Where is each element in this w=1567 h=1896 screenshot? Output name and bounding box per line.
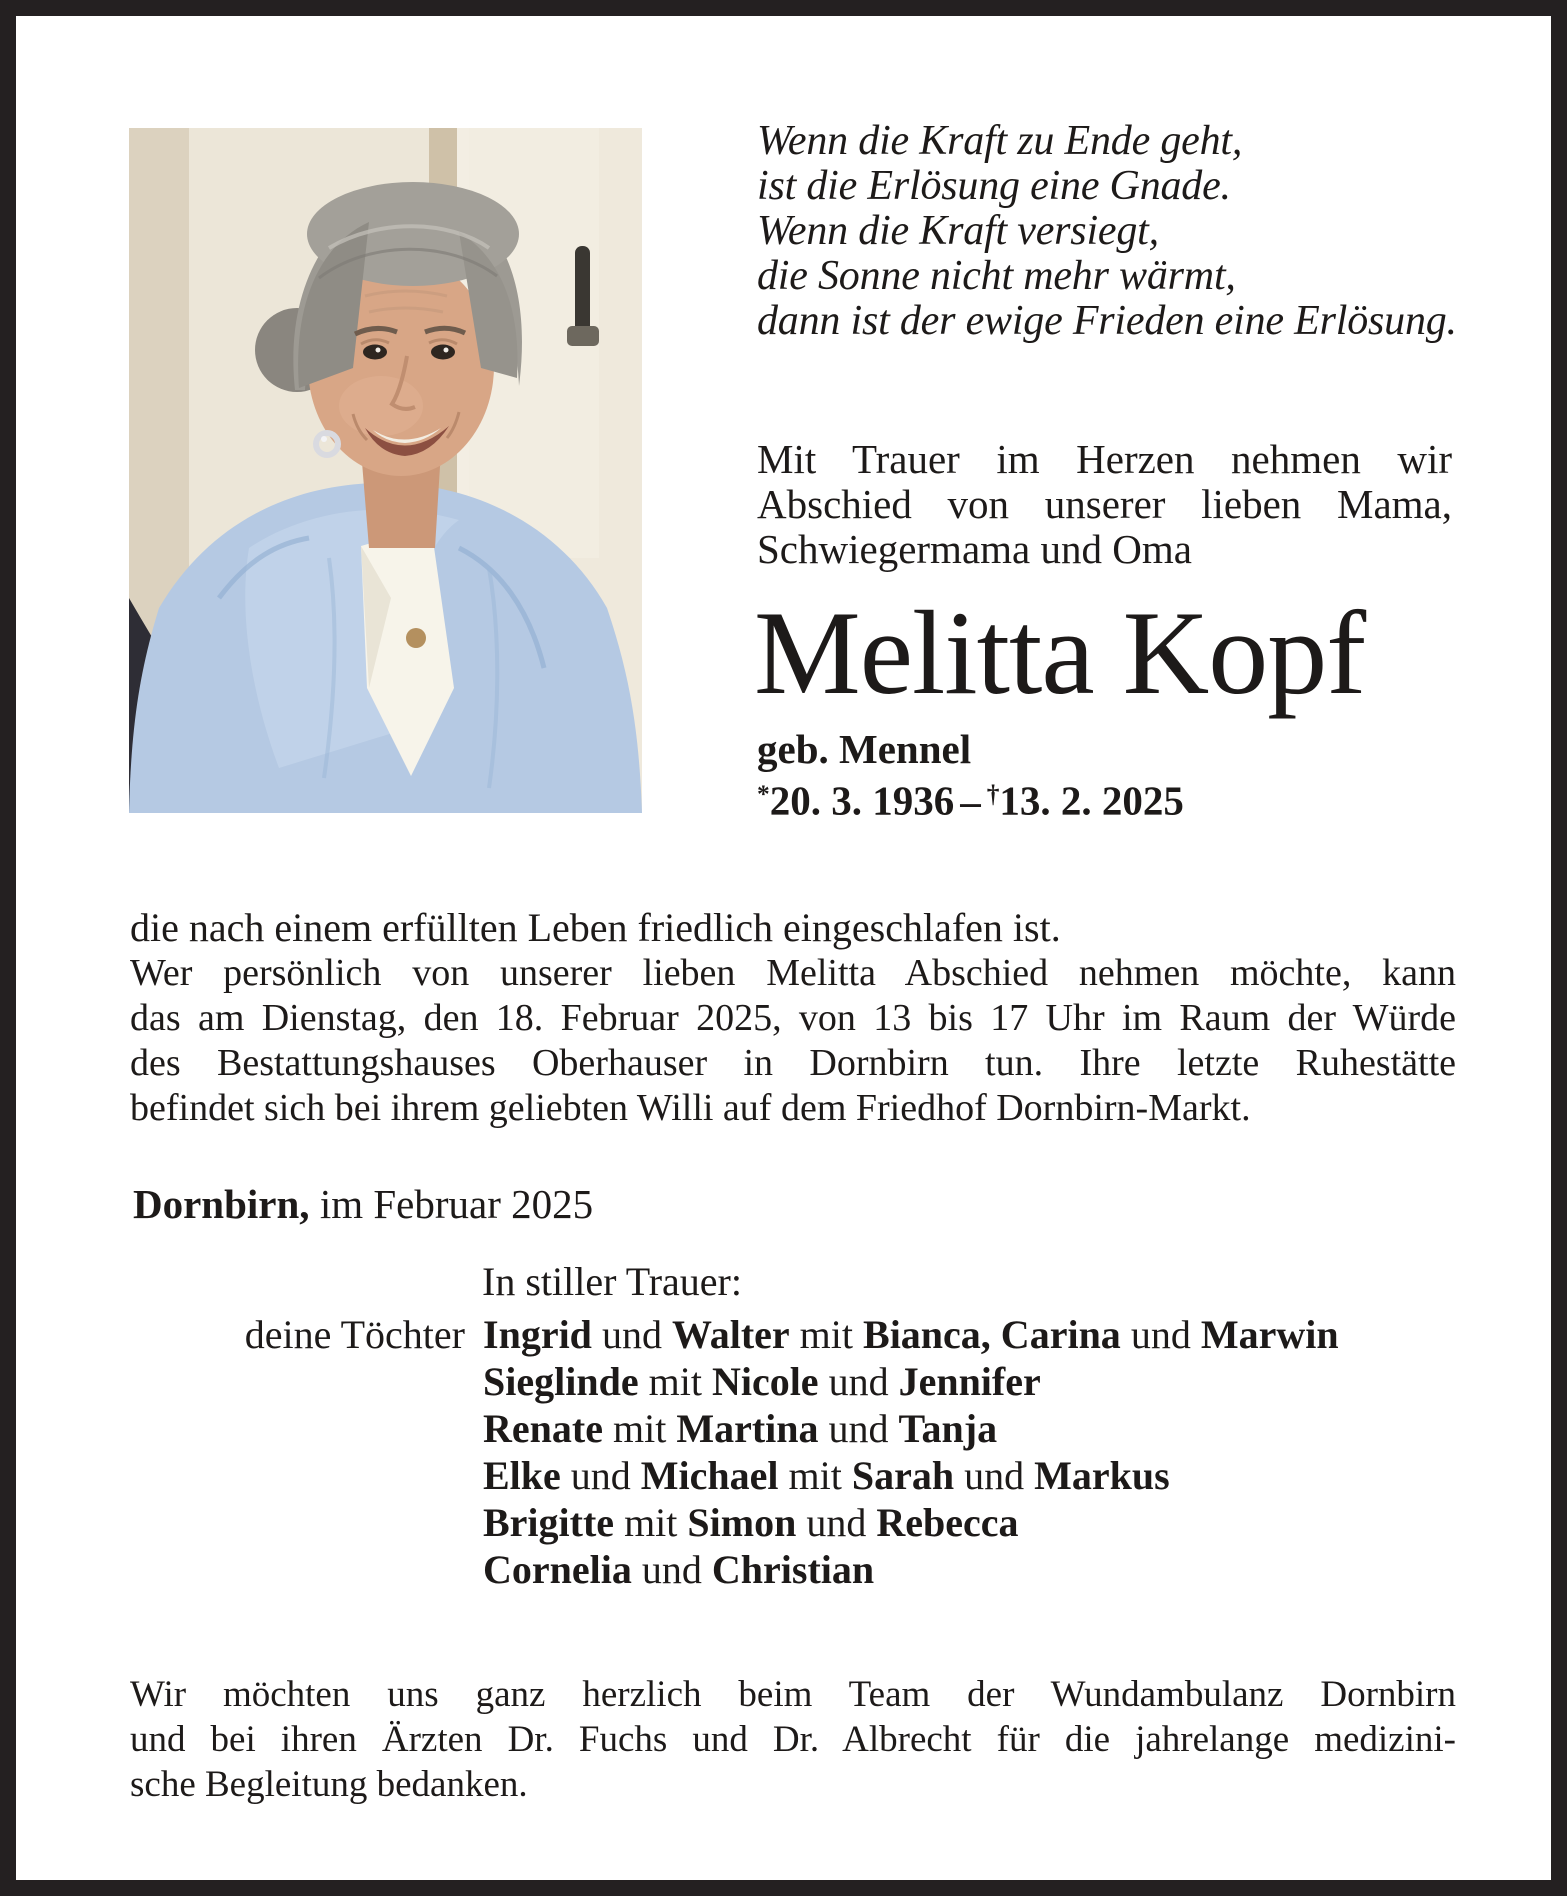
date-separator: – xyxy=(960,777,981,824)
family-member-name: Ingrid xyxy=(483,1312,592,1357)
maiden-name: geb. Mennel xyxy=(757,726,972,772)
shirt-button xyxy=(406,628,426,648)
place-date-line xyxy=(133,1182,593,1227)
family-label-spacer xyxy=(130,1452,483,1499)
date-label: im Februar 2025 xyxy=(319,1181,594,1227)
mourning-label: In stiller Trauer: xyxy=(482,1259,742,1304)
family-list xyxy=(130,1311,1339,1593)
place-label: Dornbirn, xyxy=(133,1181,310,1227)
intro-line: Schwiegermama und Oma xyxy=(757,526,1192,572)
family-member-name: Michael xyxy=(640,1453,779,1498)
farewell-line: des Bestattungshauses Oberhauser in Dornbirn tun. Ihre letzte Ruhestätte xyxy=(130,1042,1456,1084)
family-member-name: Nicole xyxy=(711,1359,819,1404)
family-member-name: Martina xyxy=(676,1406,819,1451)
thanks-paragraph xyxy=(130,1672,1456,1807)
family-connector: mit xyxy=(789,1312,864,1357)
portrait-elderly-woman-photo xyxy=(129,128,642,813)
family-line xyxy=(483,1405,1339,1452)
family-line xyxy=(483,1452,1339,1499)
family-connector: mit xyxy=(778,1453,852,1498)
death-symbol: † xyxy=(986,780,1000,808)
window-handle xyxy=(575,246,590,334)
family-member-name: Jennifer xyxy=(898,1359,1041,1404)
intro-line: Mit Trauer im Herzen nehmen wir xyxy=(757,436,1452,482)
family-member-name: Walter xyxy=(671,1312,790,1357)
maiden-and-dates xyxy=(757,727,1184,824)
family-label-spacer xyxy=(130,1358,483,1405)
thanks-line: sche Begleitung bedanken. xyxy=(130,1764,528,1805)
family-connector: mit xyxy=(638,1359,712,1404)
family-line xyxy=(483,1499,1339,1546)
family-member-name: Sarah xyxy=(851,1453,955,1498)
farewell-paragraph xyxy=(130,951,1456,1131)
family-label-spacer xyxy=(130,1405,483,1452)
family-label-spacer xyxy=(130,1499,483,1546)
intro-line: Abschied von unserer lieben Mama, xyxy=(757,481,1452,527)
family-connector: und xyxy=(954,1453,1035,1498)
poem-line: Wenn die Kraft versiegt, xyxy=(757,208,1159,254)
family-connector: und xyxy=(1120,1312,1201,1357)
family-connector: und xyxy=(631,1547,712,1592)
life-dates xyxy=(757,772,1184,824)
family-connector: und xyxy=(796,1500,877,1545)
poem xyxy=(757,119,1457,344)
family-connector: und xyxy=(560,1453,641,1498)
death-date: 13. 2. 2025 xyxy=(999,777,1184,824)
poem-line: ist die Erlösung eine Gnade. xyxy=(757,163,1231,209)
family-connector: mit xyxy=(614,1500,688,1545)
family-member-name: Sieglinde xyxy=(483,1359,639,1404)
portrait-photo xyxy=(129,128,642,813)
farewell-line: Wer persönlich von unserer lieben Melitta Abschied nehmen möchte, kann xyxy=(130,952,1456,994)
birth-symbol: * xyxy=(757,780,770,808)
family-line xyxy=(483,1358,1339,1405)
family-member-name: Elke xyxy=(483,1453,561,1498)
family-member-name: Markus xyxy=(1034,1453,1170,1498)
passed-away-line: die nach einem erfüllten Leben friedlich eingeschlafen ist. xyxy=(130,905,1061,950)
family-member-name: Tanja xyxy=(898,1406,998,1451)
thanks-line: und bei ihren Ärzten Dr. Fuchs und Dr. Albrecht für die jahrelange medizini- xyxy=(130,1719,1456,1760)
family-member-name: Renate xyxy=(483,1406,603,1451)
family-connector: und xyxy=(818,1406,899,1451)
family-connector: mit xyxy=(602,1406,677,1451)
family-member-name: Bianca, Carina xyxy=(863,1312,1121,1357)
family-label: deine Töchter xyxy=(244,1312,465,1357)
family-line xyxy=(483,1311,1339,1358)
family-member-name: Christian xyxy=(711,1547,875,1592)
family-label-spacer xyxy=(130,1546,483,1593)
thanks-line: Wir möchten uns ganz herzlich beim Team der Wundambulanz Dornbirn xyxy=(130,1674,1456,1715)
farewell-line: das am Dienstag, den 18. Februar 2025, von 13 bis 17 Uhr im Raum der Würde xyxy=(130,997,1456,1039)
birth-date: 20. 3. 1936 xyxy=(769,777,955,824)
deceased-name: Melitta Kopf xyxy=(754,586,1366,719)
family-line xyxy=(483,1546,1339,1593)
poem-line: Wenn die Kraft zu Ende geht, xyxy=(757,118,1243,164)
family-member-name: Rebecca xyxy=(876,1500,1019,1545)
poem-line: dann ist der ewige Frieden eine Erlösung. xyxy=(757,298,1457,344)
family-connector: und xyxy=(818,1359,899,1404)
family-member-name: Simon xyxy=(687,1500,797,1545)
farewell-line: befindet sich bei ihrem geliebten Willi auf dem Friedhof Dornbirn-Markt. xyxy=(130,1087,1251,1129)
family-member-name: Brigitte xyxy=(483,1500,615,1545)
family-connector: und xyxy=(591,1312,672,1357)
poem-line: die Sonne nicht mehr wärmt, xyxy=(757,253,1236,299)
family-member-name: Marwin xyxy=(1200,1312,1339,1357)
intro-paragraph xyxy=(757,437,1452,572)
family-member-name: Cornelia xyxy=(483,1547,632,1592)
